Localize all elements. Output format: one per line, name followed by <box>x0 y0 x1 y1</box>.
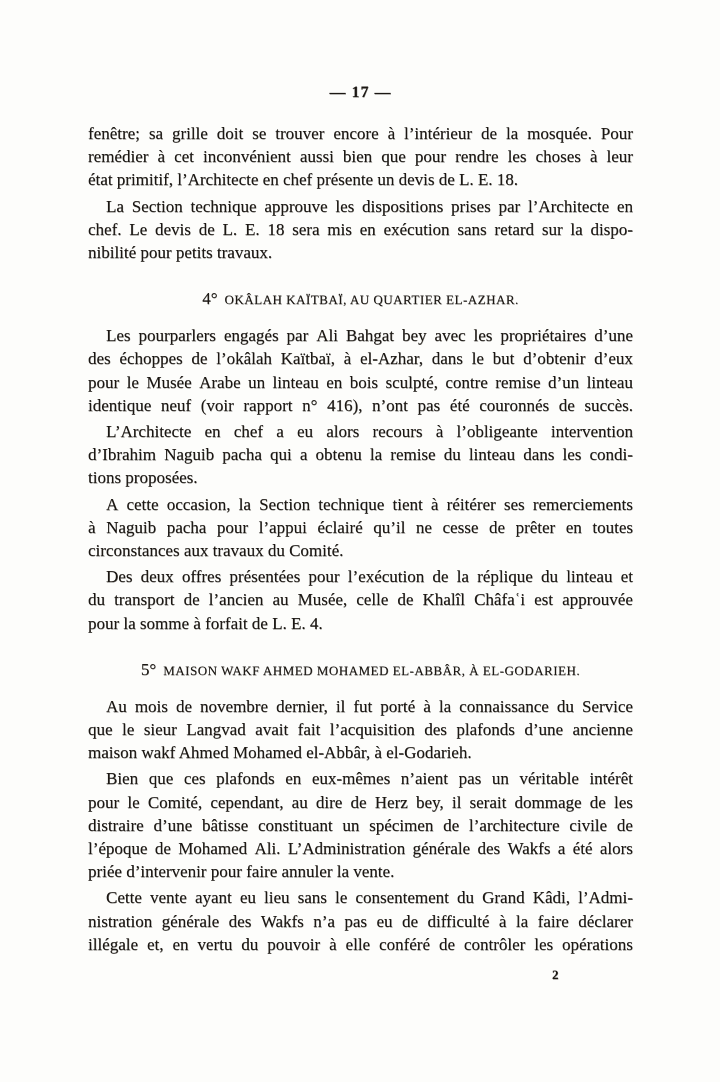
text-line: tions proposées. <box>88 468 198 488</box>
paragraph <box>88 324 633 417</box>
text-line: identique neuf (voir rapport n° 416), n’ont pas été couronnés de succès. <box>88 395 633 415</box>
text-line: Cette vente ayant eu lieu sans le consentement du Grand Kâdi, l’Admi- <box>106 888 633 908</box>
text-line: distraire d’une bâtisse constituant un spécimen de l’architecture civile de <box>88 815 633 835</box>
signature-mark: 2 <box>552 967 559 982</box>
text-line: Des deux offres présentées pour l’exécution de la réplique du linteau et <box>106 567 633 587</box>
section-heading <box>88 655 633 686</box>
paragraph <box>88 695 633 765</box>
paragraph <box>88 122 633 192</box>
text-line: pour la somme à forfait de L. E. 4. <box>88 613 323 633</box>
text-line: priée d’intervenir pour faire annuler la vente. <box>88 862 395 882</box>
text-line: l’époque de Mohamed Ali. L’Administration générale des Wakfs a été alors <box>88 839 633 859</box>
text-line: Les pourparlers engagés par Ali Bahgat bey avec les propriétaires d’une <box>106 326 633 346</box>
paragraph <box>88 420 633 490</box>
text-line: La Section technique approuve les dispositions prises par l’Architecte en <box>106 196 633 216</box>
text-line: d’Ibrahim Naguib pacha qui a obtenu la remise du linteau dans les condi- <box>88 445 633 465</box>
text-line: pour le Comité, cependant, au dire de Herz bey, il serait dommage de les <box>88 792 633 812</box>
heading-text: MAISON WAKF AHMED MOHAMED EL-ABBÂR, À EL-GODARIEH. <box>163 662 581 678</box>
paragraph <box>88 767 633 883</box>
text-content <box>88 122 633 956</box>
text-line: nibilité pour petits travaux. <box>88 243 273 263</box>
paragraph <box>88 565 633 635</box>
page-number: — 17 — <box>329 84 392 101</box>
text-line: illégale et, en vertu du pouvoir à elle conféré de contrôler les opérations <box>88 934 633 954</box>
text-line: état primitif, l’Architecte en chef présente un devis de L. E. 18. <box>88 170 519 190</box>
section-heading <box>88 284 633 315</box>
text-line: Bien que ces plafonds en eux-mêmes n’aient pas un véritable intérêt <box>106 769 633 789</box>
text-line: circonstances aux travaux du Comité. <box>88 541 344 561</box>
text-line: que le sieur Langvad avait fait l’acquisition des plafonds d’une ancienne <box>88 720 633 740</box>
text-line: des échoppes de l’okâlah Kaïtbaï, à el-Azhar, dans le but d’obtenir d’eux <box>88 349 633 369</box>
text-line: fenêtre; sa grille doit se trouver encore à l’intérieur de la mosquée. Pour <box>88 124 633 143</box>
heading-text: OKÂLAH KAÏTBAÏ, AU QUARTIER EL-AZHAR. <box>224 292 519 308</box>
heading-number: 4° <box>202 289 218 309</box>
text-line: maison wakf Ahmed Mohamed el-Abbâr, à el-Godarieh. <box>88 743 472 763</box>
text-line: chef. Le devis de L. E. 18 sera mis en exécution sans retard sur la dispo- <box>88 219 633 239</box>
text-line: Au mois de novembre dernier, il fut porté à la connaissance du Service <box>106 696 633 716</box>
text-line: remédier à cet inconvénient aussi bien que pour rendre les choses à leur <box>88 147 633 167</box>
text-line: du transport de l’ancien au Musée, celle de Khalîl Châfaʿi est approuvée <box>88 590 633 610</box>
paragraph <box>88 886 633 956</box>
paragraph <box>88 493 633 563</box>
text-line: pour le Musée Arabe un linteau en bois sculpté, contre remise d’un linteau <box>88 372 633 392</box>
paragraph <box>88 195 633 265</box>
text-line: A cette occasion, la Section technique tient à réitérer ses remerciements <box>106 494 633 514</box>
text-line: nistration générale des Wakfs n’a pas eu de difficulté à la faire déclarer <box>88 911 633 931</box>
heading-number: 5° <box>140 659 157 679</box>
text-line: à Naguib pacha pour l’appui éclairé qu’il ne cesse de prêter en toutes <box>88 517 633 537</box>
text-line: L’Architecte en chef a eu alors recours à l’obligeante intervention <box>106 422 633 442</box>
